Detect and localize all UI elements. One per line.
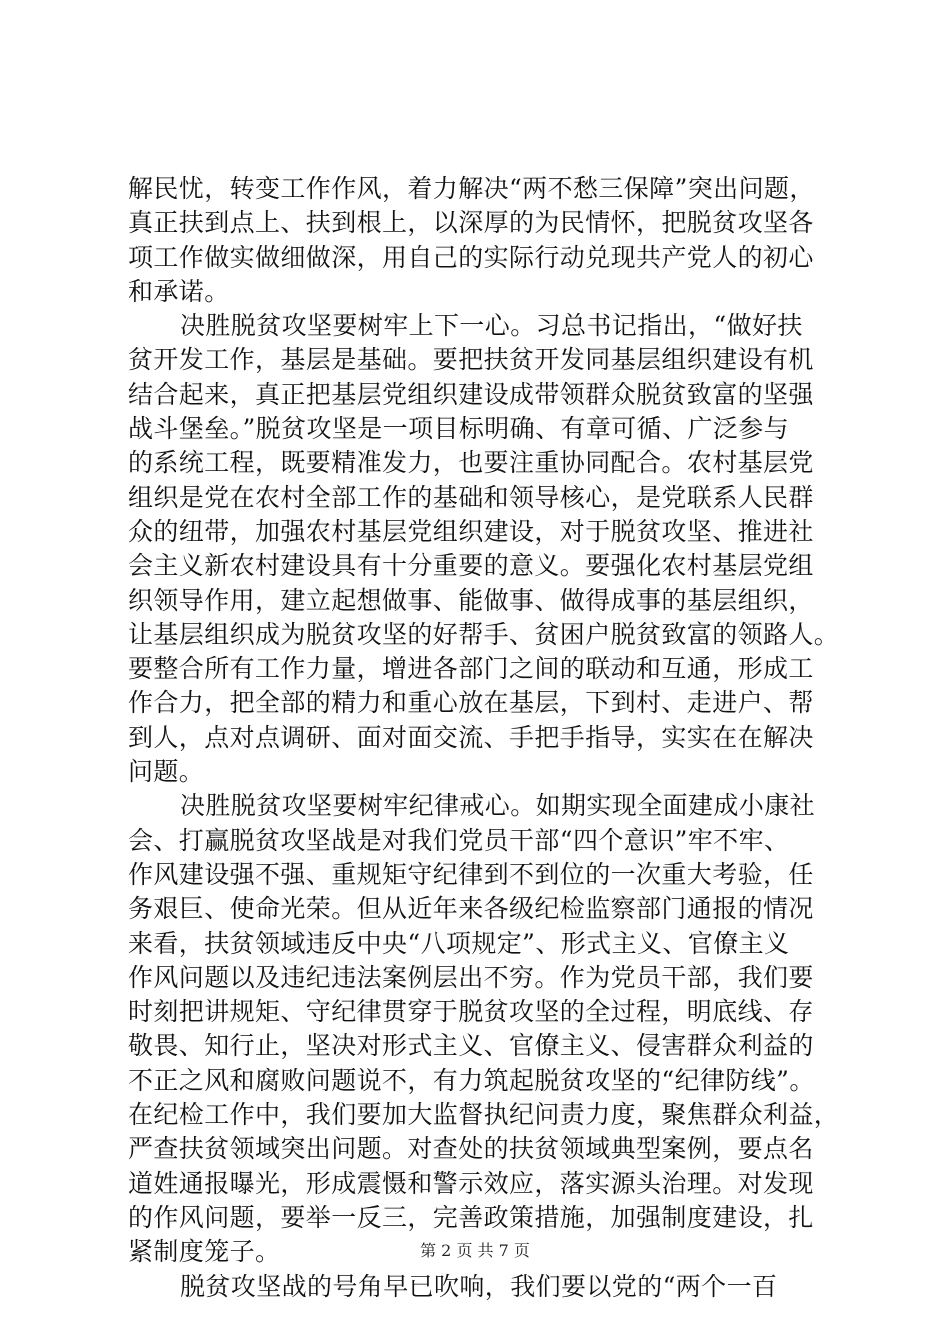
- page-number-footer: 第 2 页 共 7 页: [420, 1241, 530, 1260]
- text-line: 作风建设强不强、重规矩守纪律到不到位的一次重大考验，任: [128, 859, 814, 889]
- text-line: 让基层组织成为脱贫攻坚的好帮手、贫困户脱贫致富的领路人。: [128, 619, 840, 649]
- text-line: 解民忧，转变工作作风，着力解决“两不愁三保障”突出问题，: [128, 174, 815, 203]
- text-line: 真正扶到点上、扶到根上，以深厚的为民情怀，把脱贫攻坚各: [128, 208, 814, 238]
- text-line: 要整合所有工作力量，增进各部门之间的联动和互通，形成工: [128, 654, 814, 684]
- text-line: 项工作做实做细做深，用自己的实际行动兑现共产党人的初心: [128, 242, 814, 272]
- document-body: [128, 172, 840, 1304]
- text-line: 敬畏、知行止，坚决对形式主义、官僚主义、侵害群众利益的: [128, 1031, 814, 1061]
- text-line: 严查扶贫领域突出问题。对查处的扶贫领域典型案例，要点名: [128, 1134, 814, 1164]
- text-line: 组织是党在农村全部工作的基础和领导核心，是党联系人民群: [128, 482, 814, 512]
- text-line: 道姓通报曝光，形成震慑和警示效应，落实源头治理。对发现: [128, 1168, 814, 1198]
- text-line: 织领导作用，建立起想做事、能做事、做得成事的基层组织，: [128, 585, 814, 615]
- text-line: 会主义新农村建设具有十分重要的意义。要强化农村基层党组: [128, 551, 814, 581]
- text-line: 紧制度笼子。: [128, 1237, 281, 1267]
- text-line: 众的纽带，加强农村基层党组织建设，对于脱贫攻坚、推进社: [128, 516, 814, 546]
- text-line: 会、打赢脱贫攻坚战是对我们党员干部“四个意识”牢不牢、: [128, 825, 790, 855]
- text-line: 不正之风和腐败问题说不，有力筑起脱贫攻坚的“纪律防线”。: [128, 1065, 815, 1095]
- text-line: 问题。: [128, 757, 205, 787]
- text-line: 的系统工程，既要精准发力，也要注重协同配合。农村基层党: [128, 448, 814, 478]
- text-line: 结合起来，真正把基层党组织建设成带领群众脱贫致富的坚强: [128, 379, 814, 409]
- text-line: 在纪检工作中，我们要加大监督执纪问责力度，聚焦群众利益，: [128, 1100, 840, 1130]
- paragraph-start-line: 决胜脱贫攻坚要树牢纪律戒心。如期实现全面建成小康社: [180, 791, 816, 821]
- text-line: 的作风问题，要举一反三，完善政策措施，加强制度建设，扎: [128, 1202, 814, 1232]
- text-line: 到人，点对点调研、面对面交流、手把手指导，实实在在解决: [128, 722, 814, 752]
- text-line: 战斗堡垒。”脱贫攻坚是一项目标明确、有章可循、广泛参与: [128, 414, 790, 444]
- text-line: 贫开发工作，基层是基础。要把扶贫开发同基层组织建设有机: [128, 345, 814, 375]
- text-line: 时刻把讲规矩、守纪律贯穿于脱贫攻坚的全过程，明底线、存: [128, 997, 814, 1027]
- paragraph-start-line: 决胜脱贫攻坚要树牢上下一心。习总书记指出，“做好扶: [180, 311, 803, 341]
- text-line: 来看，扶贫领域违反中央“八项规定”、形式主义、官僚主义: [128, 928, 790, 958]
- text-line: 和承诺。: [128, 276, 230, 306]
- text-line: 作风问题以及违纪违法案例层出不穷。作为党员干部，我们要: [128, 962, 814, 992]
- paragraph-start-line: 脱贫攻坚战的号角早已吹响，我们要以党的“两个一百: [180, 1271, 778, 1301]
- text-line: 务艰巨、使命光荣。但从近年来各级纪检监察部门通报的情况: [128, 894, 814, 924]
- text-line: 作合力，把全部的精力和重心放在基层，下到村、走进户、帮: [128, 688, 814, 718]
